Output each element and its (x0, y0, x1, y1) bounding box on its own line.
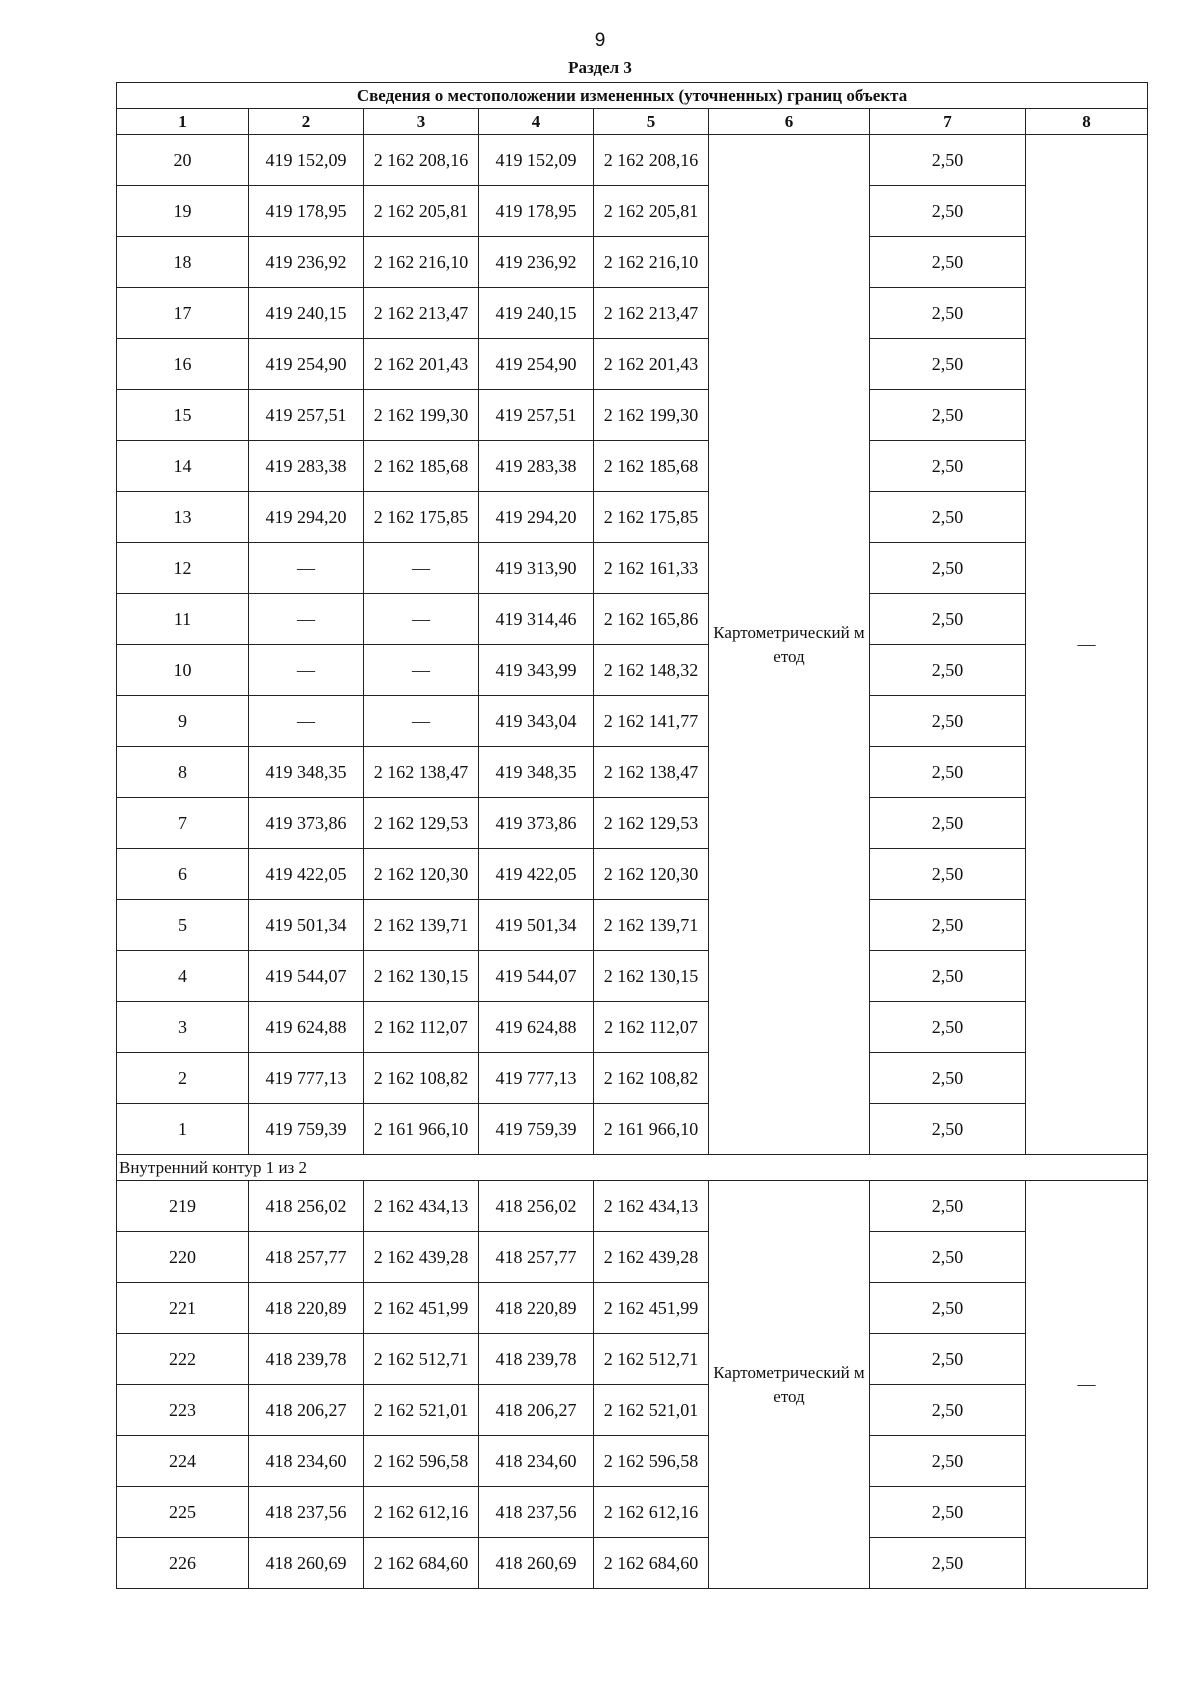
new-y-cell: 2 162 175,85 (594, 492, 709, 543)
column-number: 6 (709, 109, 870, 135)
new-y-cell: 2 162 199,30 (594, 390, 709, 441)
accuracy-cell: 2,50 (870, 645, 1026, 696)
new-y-cell: 2 162 148,32 (594, 645, 709, 696)
old-y-cell: 2 162 130,15 (364, 951, 479, 1002)
new-y-cell: 2 162 129,53 (594, 798, 709, 849)
new-y-cell: 2 162 451,99 (594, 1283, 709, 1334)
new-x-cell: 419 373,86 (479, 798, 594, 849)
old-y-cell: 2 162 108,82 (364, 1053, 479, 1104)
old-y-cell: 2 162 439,28 (364, 1232, 479, 1283)
table-row (117, 135, 1148, 186)
old-x-cell: 419 501,34 (249, 900, 364, 951)
accuracy-cell: 2,50 (870, 237, 1026, 288)
new-y-cell: 2 162 165,86 (594, 594, 709, 645)
table-row (117, 1538, 1148, 1589)
table-row (117, 390, 1148, 441)
point-number-cell: 222 (117, 1334, 249, 1385)
old-x-cell: 418 260,69 (249, 1538, 364, 1589)
table-row (117, 543, 1148, 594)
accuracy-cell: 2,50 (870, 1181, 1026, 1232)
accuracy-cell: 2,50 (870, 390, 1026, 441)
old-x-cell: 419 624,88 (249, 1002, 364, 1053)
old-y-cell: 2 162 201,43 (364, 339, 479, 390)
old-x-cell: 418 220,89 (249, 1283, 364, 1334)
old-x-cell: 418 237,56 (249, 1487, 364, 1538)
old-y-cell: 2 162 451,99 (364, 1283, 479, 1334)
new-y-cell: 2 162 112,07 (594, 1002, 709, 1053)
old-y-cell: 2 162 199,30 (364, 390, 479, 441)
point-number-cell: 16 (117, 339, 249, 390)
accuracy-cell: 2,50 (870, 951, 1026, 1002)
new-x-cell: 418 256,02 (479, 1181, 594, 1232)
old-y-cell: — (364, 594, 479, 645)
column-number: 1 (117, 109, 249, 135)
point-number-cell: 9 (117, 696, 249, 747)
point-number-cell: 14 (117, 441, 249, 492)
old-y-cell: — (364, 696, 479, 747)
point-number-cell: 6 (117, 849, 249, 900)
accuracy-cell: 2,50 (870, 1385, 1026, 1436)
table-row (117, 747, 1148, 798)
new-y-cell: 2 162 439,28 (594, 1232, 709, 1283)
point-number-cell: 221 (117, 1283, 249, 1334)
method-cell: Картометрический метод (709, 1181, 870, 1589)
old-x-cell: 418 239,78 (249, 1334, 364, 1385)
column-number: 3 (364, 109, 479, 135)
table-row (117, 339, 1148, 390)
accuracy-cell: 2,50 (870, 1538, 1026, 1589)
accuracy-cell: 2,50 (870, 1002, 1026, 1053)
point-number-cell: 20 (117, 135, 249, 186)
old-y-cell: 2 161 966,10 (364, 1104, 479, 1155)
contour-label-row (117, 1155, 1148, 1181)
old-x-cell: 419 294,20 (249, 492, 364, 543)
old-y-cell: 2 162 521,01 (364, 1385, 479, 1436)
contour-label: Внутренний контур 1 из 2 (117, 1155, 1148, 1181)
table-row (117, 594, 1148, 645)
accuracy-cell: 2,50 (870, 1232, 1026, 1283)
new-x-cell: 418 260,69 (479, 1538, 594, 1589)
new-x-cell: 419 501,34 (479, 900, 594, 951)
point-number-cell: 13 (117, 492, 249, 543)
column-number: 8 (1026, 109, 1148, 135)
new-x-cell: 419 624,88 (479, 1002, 594, 1053)
new-y-cell: 2 161 966,10 (594, 1104, 709, 1155)
accuracy-cell: 2,50 (870, 339, 1026, 390)
new-y-cell: 2 162 138,47 (594, 747, 709, 798)
old-x-cell: — (249, 645, 364, 696)
new-y-cell: 2 162 521,01 (594, 1385, 709, 1436)
accuracy-cell: 2,50 (870, 543, 1026, 594)
old-x-cell: 418 257,77 (249, 1232, 364, 1283)
accuracy-cell: 2,50 (870, 798, 1026, 849)
method-cell: Картометрический метод (709, 135, 870, 1155)
accuracy-cell: 2,50 (870, 135, 1026, 186)
old-x-cell: 418 234,60 (249, 1436, 364, 1487)
old-x-cell: 419 759,39 (249, 1104, 364, 1155)
accuracy-cell: 2,50 (870, 186, 1026, 237)
new-x-cell: 419 343,04 (479, 696, 594, 747)
table-row (117, 1053, 1148, 1104)
new-y-cell: 2 162 120,30 (594, 849, 709, 900)
table-row (117, 1232, 1148, 1283)
new-x-cell: 418 239,78 (479, 1334, 594, 1385)
boundary-coordinates-table (116, 82, 1148, 1589)
table-row (117, 1104, 1148, 1155)
new-x-cell: 419 313,90 (479, 543, 594, 594)
point-number-cell: 223 (117, 1385, 249, 1436)
new-y-cell: 2 162 141,77 (594, 696, 709, 747)
section-title: Раздел 3 (568, 58, 632, 77)
column-number-row (117, 109, 1148, 135)
new-y-cell: 2 162 216,10 (594, 237, 709, 288)
accuracy-cell: 2,50 (870, 1053, 1026, 1104)
table-row (117, 1487, 1148, 1538)
old-x-cell: 419 178,95 (249, 186, 364, 237)
table-row (117, 492, 1148, 543)
new-x-cell: 418 237,56 (479, 1487, 594, 1538)
accuracy-cell: 2,50 (870, 1104, 1026, 1155)
accuracy-cell: 2,50 (870, 441, 1026, 492)
accuracy-cell: 2,50 (870, 288, 1026, 339)
old-x-cell: 419 283,38 (249, 441, 364, 492)
table-row (117, 849, 1148, 900)
old-y-cell: 2 162 684,60 (364, 1538, 479, 1589)
table-body (117, 83, 1148, 1589)
old-x-cell: 419 254,90 (249, 339, 364, 390)
new-x-cell: 419 544,07 (479, 951, 594, 1002)
old-y-cell: 2 162 596,58 (364, 1436, 479, 1487)
old-x-cell: — (249, 696, 364, 747)
new-y-cell: 2 162 612,16 (594, 1487, 709, 1538)
old-y-cell: 2 162 213,47 (364, 288, 479, 339)
point-number-cell: 5 (117, 900, 249, 951)
column-number: 4 (479, 109, 594, 135)
table-row (117, 1385, 1148, 1436)
new-y-cell: 2 162 108,82 (594, 1053, 709, 1104)
table-row (117, 1436, 1148, 1487)
new-y-cell: 2 162 208,16 (594, 135, 709, 186)
old-y-cell: — (364, 543, 479, 594)
old-x-cell: 419 544,07 (249, 951, 364, 1002)
table-row (117, 186, 1148, 237)
old-y-cell: 2 162 216,10 (364, 237, 479, 288)
point-number-cell: 8 (117, 747, 249, 798)
point-number-cell: 11 (117, 594, 249, 645)
table-caption-row (117, 83, 1148, 109)
new-y-cell: 2 162 684,60 (594, 1538, 709, 1589)
point-number-cell: 7 (117, 798, 249, 849)
point-number-cell: 219 (117, 1181, 249, 1232)
table-row (117, 1002, 1148, 1053)
new-y-cell: 2 162 161,33 (594, 543, 709, 594)
new-x-cell: 419 343,99 (479, 645, 594, 696)
point-number-cell: 224 (117, 1436, 249, 1487)
accuracy-cell: 2,50 (870, 747, 1026, 798)
point-number-cell: 4 (117, 951, 249, 1002)
new-y-cell: 2 162 205,81 (594, 186, 709, 237)
old-y-cell: 2 162 434,13 (364, 1181, 479, 1232)
old-x-cell: — (249, 594, 364, 645)
table-row (117, 441, 1148, 492)
old-y-cell: 2 162 129,53 (364, 798, 479, 849)
old-x-cell: 418 256,02 (249, 1181, 364, 1232)
old-y-cell: 2 162 208,16 (364, 135, 479, 186)
point-number-cell: 19 (117, 186, 249, 237)
accuracy-cell: 2,50 (870, 1334, 1026, 1385)
new-y-cell: 2 162 201,43 (594, 339, 709, 390)
old-x-cell: 419 240,15 (249, 288, 364, 339)
point-number-cell: 3 (117, 1002, 249, 1053)
point-number-cell: 225 (117, 1487, 249, 1538)
table-row (117, 1181, 1148, 1232)
table-row (117, 288, 1148, 339)
new-y-cell: 2 162 213,47 (594, 288, 709, 339)
accuracy-cell: 2,50 (870, 696, 1026, 747)
old-x-cell: — (249, 543, 364, 594)
new-x-cell: 419 152,09 (479, 135, 594, 186)
old-y-cell: 2 162 612,16 (364, 1487, 479, 1538)
table-row (117, 900, 1148, 951)
point-number-cell: 1 (117, 1104, 249, 1155)
old-y-cell: 2 162 120,30 (364, 849, 479, 900)
column-number: 7 (870, 109, 1026, 135)
new-x-cell: 419 314,46 (479, 594, 594, 645)
point-number-cell: 17 (117, 288, 249, 339)
accuracy-cell: 2,50 (870, 492, 1026, 543)
old-x-cell: 419 422,05 (249, 849, 364, 900)
old-x-cell: 419 777,13 (249, 1053, 364, 1104)
accuracy-cell: 2,50 (870, 849, 1026, 900)
new-x-cell: 418 206,27 (479, 1385, 594, 1436)
old-y-cell: 2 162 185,68 (364, 441, 479, 492)
new-x-cell: 419 759,39 (479, 1104, 594, 1155)
old-x-cell: 419 257,51 (249, 390, 364, 441)
point-number-cell: 18 (117, 237, 249, 288)
point-number-cell: 15 (117, 390, 249, 441)
point-number-cell: 10 (117, 645, 249, 696)
table-row (117, 951, 1148, 1002)
old-x-cell: 419 152,09 (249, 135, 364, 186)
old-x-cell: 419 373,86 (249, 798, 364, 849)
new-y-cell: 2 162 512,71 (594, 1334, 709, 1385)
old-y-cell: 2 162 138,47 (364, 747, 479, 798)
old-x-cell: 419 348,35 (249, 747, 364, 798)
table-caption: Сведения о местоположении измененных (уточненных) границ объекта (117, 83, 1148, 109)
new-y-cell: 2 162 130,15 (594, 951, 709, 1002)
table-row (117, 798, 1148, 849)
new-y-cell: 2 162 596,58 (594, 1436, 709, 1487)
new-x-cell: 418 220,89 (479, 1283, 594, 1334)
new-x-cell: 419 254,90 (479, 339, 594, 390)
new-x-cell: 418 234,60 (479, 1436, 594, 1487)
new-x-cell: 419 240,15 (479, 288, 594, 339)
new-x-cell: 419 178,95 (479, 186, 594, 237)
new-x-cell: 419 777,13 (479, 1053, 594, 1104)
new-x-cell: 418 257,77 (479, 1232, 594, 1283)
old-y-cell: 2 162 139,71 (364, 900, 479, 951)
table-row (117, 1283, 1148, 1334)
new-x-cell: 419 283,38 (479, 441, 594, 492)
table-row (117, 645, 1148, 696)
accuracy-cell: 2,50 (870, 1436, 1026, 1487)
old-x-cell: 419 236,92 (249, 237, 364, 288)
column-number: 5 (594, 109, 709, 135)
col8-cell: — (1026, 135, 1148, 1155)
table-row (117, 1334, 1148, 1385)
col8-cell: — (1026, 1181, 1148, 1589)
point-number-cell: 220 (117, 1232, 249, 1283)
new-x-cell: 419 422,05 (479, 849, 594, 900)
old-y-cell: 2 162 175,85 (364, 492, 479, 543)
column-number: 2 (249, 109, 364, 135)
old-y-cell: 2 162 205,81 (364, 186, 479, 237)
old-y-cell: — (364, 645, 479, 696)
old-y-cell: 2 162 112,07 (364, 1002, 479, 1053)
new-x-cell: 419 236,92 (479, 237, 594, 288)
table-row (117, 237, 1148, 288)
point-number-cell: 2 (117, 1053, 249, 1104)
page-number: 9 (594, 30, 606, 51)
point-number-cell: 226 (117, 1538, 249, 1589)
accuracy-cell: 2,50 (870, 1487, 1026, 1538)
new-y-cell: 2 162 434,13 (594, 1181, 709, 1232)
accuracy-cell: 2,50 (870, 1283, 1026, 1334)
old-y-cell: 2 162 512,71 (364, 1334, 479, 1385)
new-x-cell: 419 294,20 (479, 492, 594, 543)
old-x-cell: 418 206,27 (249, 1385, 364, 1436)
new-y-cell: 2 162 185,68 (594, 441, 709, 492)
accuracy-cell: 2,50 (870, 594, 1026, 645)
new-x-cell: 419 348,35 (479, 747, 594, 798)
new-x-cell: 419 257,51 (479, 390, 594, 441)
table-row (117, 696, 1148, 747)
point-number-cell: 12 (117, 543, 249, 594)
new-y-cell: 2 162 139,71 (594, 900, 709, 951)
accuracy-cell: 2,50 (870, 900, 1026, 951)
